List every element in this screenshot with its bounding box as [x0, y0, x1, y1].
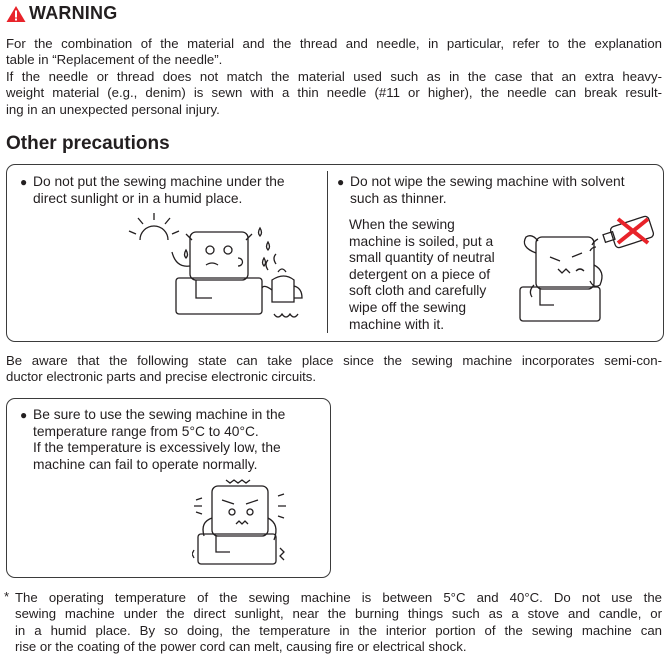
temperature-bullet: [20, 407, 325, 473]
footnote-marker: *: [4, 589, 10, 604]
temperature-line: machine can fail to operate normally.: [33, 456, 258, 472]
bullet-line: such as thinner.: [350, 190, 447, 206]
footnote-line: The operating temperature of the sewing machine is between 5°C and 40°C. Do not use the: [15, 590, 662, 605]
semiconductor-notice: [6, 353, 662, 386]
footnote-line: in a humid place. By so doing, the temperature in the interior portion of the sewing machine can: [15, 622, 662, 638]
warning-line: table in “Replacement of the needle”.: [6, 52, 223, 68]
bullet-line: direct sunlight or in a humid place.: [33, 190, 243, 206]
warning-line: If the needle or thread does not match the material used such as in the case that an extra heavy-: [6, 68, 662, 84]
right-panel-body: [349, 217, 519, 333]
warning-triangle-icon: [6, 5, 26, 23]
body-line: small quantity of neutral: [349, 250, 495, 266]
sunlight-humidity-illustration: [128, 210, 308, 328]
body-line: machine with it.: [349, 316, 445, 332]
section-heading: Other precautions: [6, 133, 170, 154]
body-line: When the sewing: [349, 217, 455, 232]
bullet-line: Do not wipe the sewing machine with solvent: [350, 174, 625, 189]
bullet-line: Do not put the sewing machine under the: [33, 174, 285, 189]
notice-line: ductor electronic parts and precise electronic circuits.: [6, 369, 317, 385]
panel-divider: [327, 171, 328, 333]
bullet-dot-icon: ●: [337, 175, 345, 189]
temperature-line: temperature range from 5°C to 40°C.: [33, 423, 259, 439]
body-line: soft cloth and carefully: [349, 283, 487, 299]
solvent-warning-illustration: [514, 215, 658, 327]
warning-heading: [6, 3, 117, 24]
right-panel-bullet: [337, 174, 659, 207]
left-panel-bullet: [20, 174, 320, 207]
cold-machine-illustration: [192, 478, 296, 570]
body-line: machine is soiled, put a: [349, 233, 494, 249]
warning-line: For the combination of the material and the thread and needle, in particular, refer to the explanation: [6, 36, 662, 51]
footnote-line: sewing machine under the direct sunlight, near the burning things such as a stove and candle, or: [15, 606, 662, 622]
notice-line: Be aware that the following state can take place since the sewing machine incorporates semi-con-: [6, 353, 662, 368]
footnote-line: rise or the coating of the power cord can melt, causing fire or electrical shock.: [15, 639, 467, 655]
footnote: [6, 590, 662, 656]
warning-text: [6, 36, 662, 118]
temperature-line: Be sure to use the sewing machine in the: [33, 407, 286, 422]
bullet-dot-icon: ●: [20, 408, 28, 422]
bullet-dot-icon: ●: [20, 175, 28, 189]
warning-title: WARNING: [29, 3, 118, 23]
warning-line: weight material (e.g., denim) is sewn with a thin needle (#11 or higher), the needle can break result-: [6, 85, 662, 101]
warning-line: ing in an unexpected personal injury.: [6, 101, 220, 117]
body-line: wipe off the sewing: [349, 299, 467, 315]
temperature-line: If the temperature is excessively low, the: [33, 440, 281, 456]
body-line: detergent on a piece of: [349, 266, 491, 282]
